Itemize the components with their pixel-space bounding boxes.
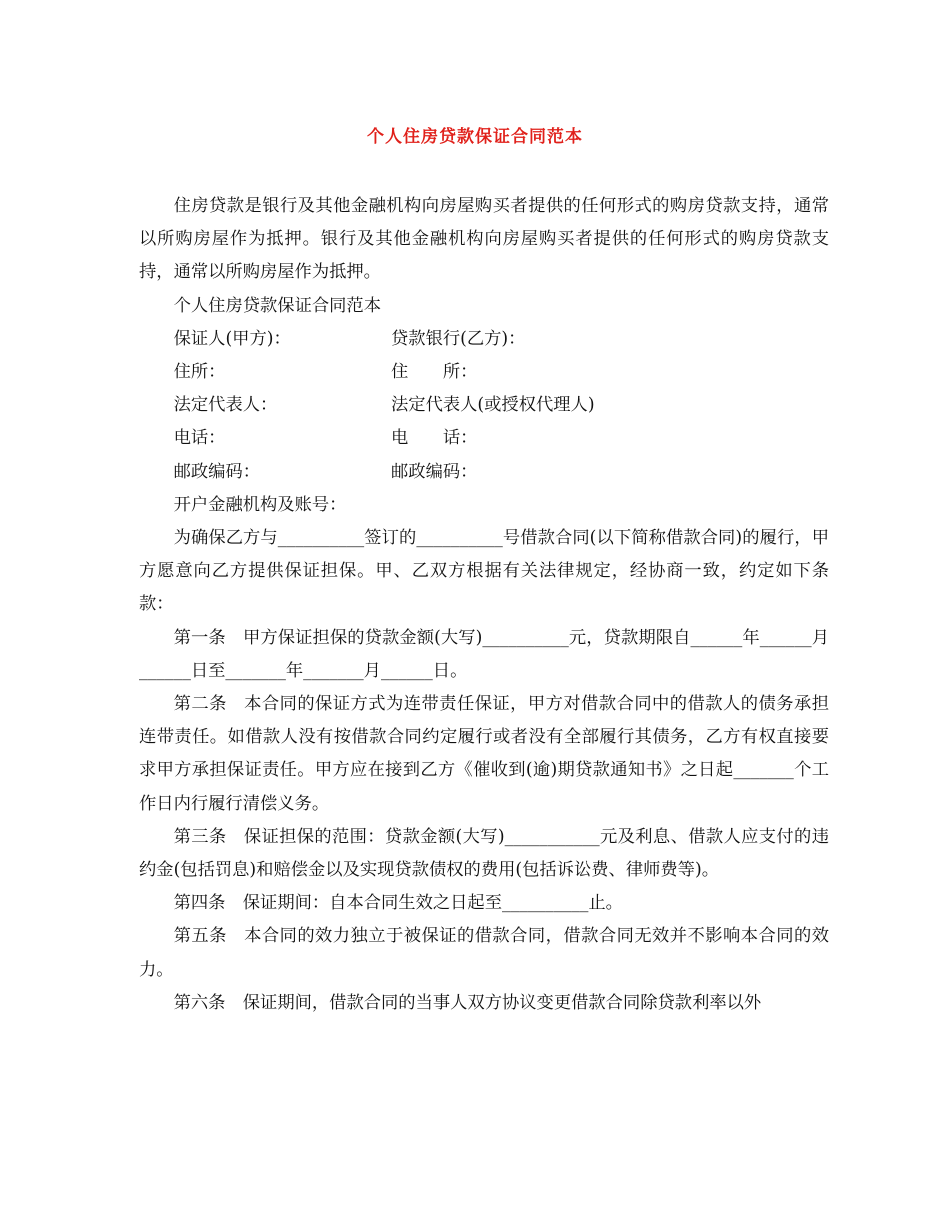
party-b-postcode: 邮政编码： [391,461,478,482]
party-a-postcode: 邮政编码： [173,461,261,482]
party-b-representative: 法定代表人(或授权代理人) [391,395,595,416]
article-text: 保证担保的范围：贷款金额(大写)___________元及利息、借款人应支付的违约金(包括罚息)和赔偿金以及实现贷款债权的费用(包括诉讼费、律师费等)。 [139,826,829,881]
article-text: 本合同的效力独立于被保证的借款合同，借款合同无效并不影响本合同的效力。 [139,926,829,980]
article-number: 第三条 [173,826,227,847]
party-a-phone: 电话： [173,428,226,449]
document-body [139,190,829,1020]
article-1 [139,622,829,688]
article-number: 第五条 [173,926,227,947]
party-row [139,356,829,389]
article-number: 第六条 [173,992,226,1013]
party-a-representative: 法定代表人： [173,395,278,416]
article-text: 甲方保证担保的贷款金额(大写)__________元，贷款期限自______年______月______日至_______年_______月______日。 [139,627,829,681]
party-b-address: 住 所： [391,362,478,383]
preamble-paragraph: 为确保乙方与__________签订的__________号借款合同(以下简称借款合同)的履行，甲方愿意向乙方提供保证担保。甲、乙双方根据有关法律规定，经协商一致，约定如下条款： [139,528,829,615]
article-text: 本合同的保证方式为连带责任保证，甲方对借款合同中的借款人的债务承担连带责任。如借款人没有按借款合同约定履行或者没有全部履行其债务，乙方有权直接要求甲方承担保证责任。甲方应在接到乙方《催收到(逾)期贷款通知书》之日起_______个工作日内行履行清偿义务。 [139,694,829,814]
party-b-phone: 电 话： [391,428,478,449]
article-5 [139,920,829,986]
party-row [139,456,829,489]
article-text: 保证期间，借款合同的当事人双方协议变更借款合同除贷款利率以外 [242,992,762,1013]
party-row [139,389,829,422]
article-text: 保证期间：自本合同生效之日起至__________止。 [242,893,623,914]
account-line: 开户金融机构及账号： [173,494,347,515]
party-a-label: 保证人(甲方)： [173,328,291,349]
document-title: 个人住房贷款保证合同范本 [367,127,583,147]
article-number: 第一条 [173,627,226,648]
party-b-label: 贷款银行(乙方)： [391,328,526,349]
contract-subtitle: 个人住房贷款保证合同范本 [173,295,381,316]
article-2 [139,688,829,821]
article-number: 第二条 [173,694,227,715]
party-a-address: 住所： [173,362,226,383]
party-row [139,422,829,455]
intro-paragraph: 住房贷款是银行及其他金融机构向房屋购买者提供的任何形式的购房贷款支持，通常以所购房屋作为抵押。银行及其他金融机构向房屋购买者提供的任何形式的购房贷款支持，通常以所购房屋作为抵押。 [139,196,829,283]
article-6 [139,987,829,1020]
party-row [139,323,829,356]
article-number: 第四条 [173,893,226,914]
article-3 [139,821,829,887]
article-4 [139,887,829,920]
